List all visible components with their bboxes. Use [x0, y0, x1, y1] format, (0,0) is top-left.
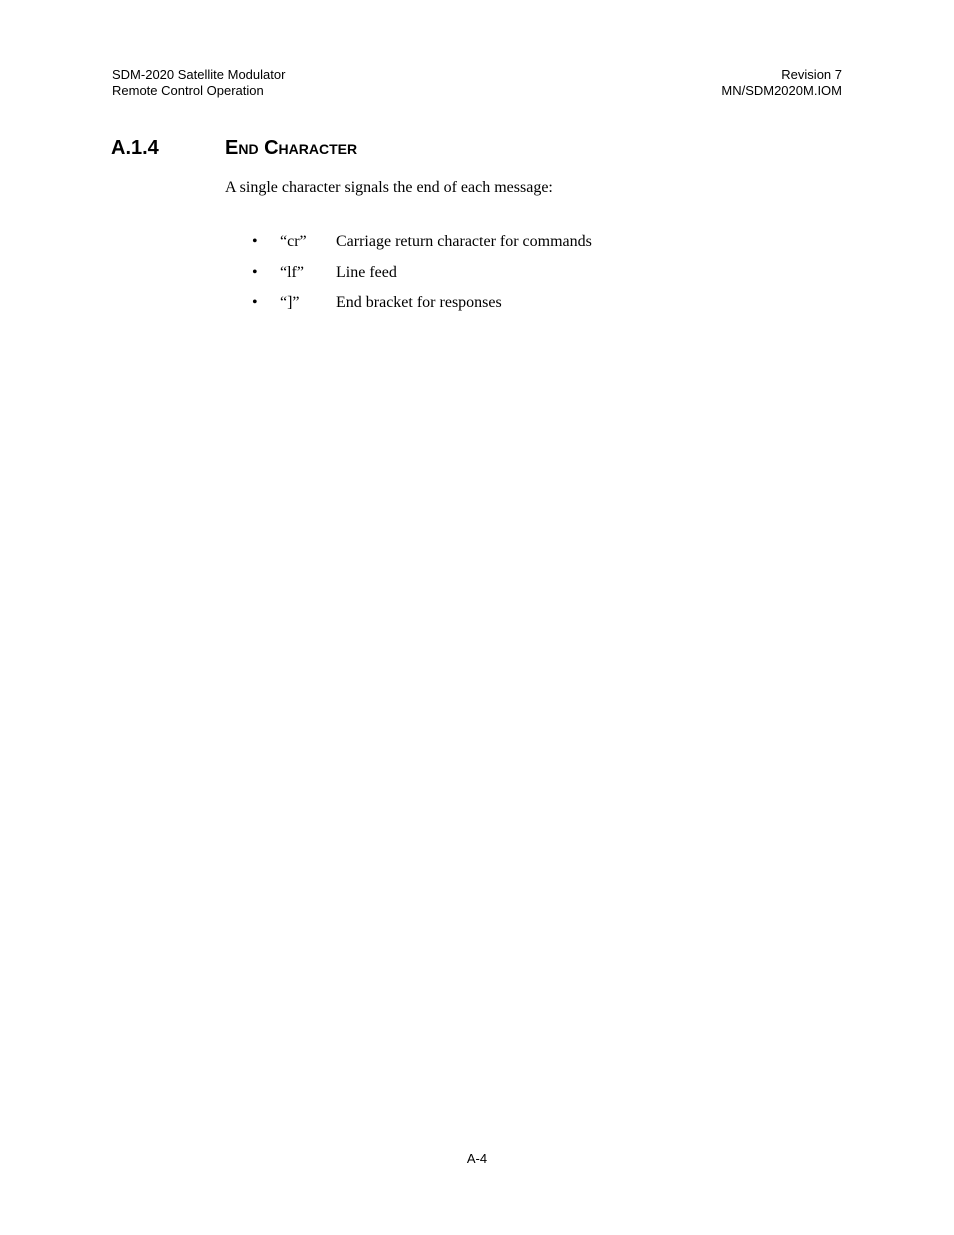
end-character: “]”: [280, 294, 300, 311]
doc-id: MN/SDM2020M.IOM: [721, 83, 842, 98]
section-title: End Character: [225, 137, 358, 159]
doc-title: SDM-2020 Satellite Modulator: [112, 67, 286, 82]
section-number: A.1.4: [111, 137, 159, 159]
end-character: “lf”: [280, 263, 304, 281]
doc-section: Remote Control Operation: [112, 83, 264, 98]
bullet-icon: •: [252, 263, 258, 281]
end-character-description: End bracket for responses: [336, 294, 502, 311]
end-character-description: Line feed: [336, 263, 397, 281]
end-character: “cr”: [280, 233, 307, 250]
end-character-description: Carriage return character for commands: [336, 233, 592, 250]
header-left: [112, 67, 285, 99]
bullet-icon: •: [252, 294, 258, 311]
page-number: A-4: [466, 1151, 488, 1166]
header-right: [721, 67, 842, 99]
intro-paragraph: A single character signals the end of each message:: [225, 179, 553, 196]
bullet-icon: •: [252, 233, 258, 250]
doc-revision: Revision 7: [781, 67, 842, 82]
